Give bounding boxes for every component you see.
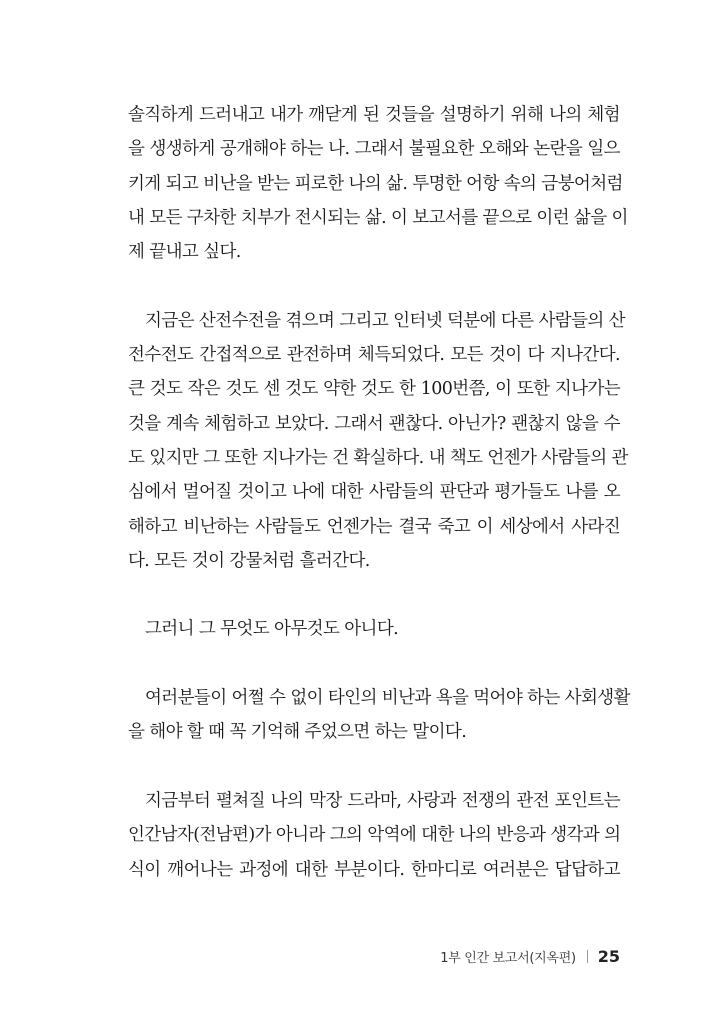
paragraph <box>128 681 630 750</box>
text-line: 전수전도 간접적으로 관전하며 체득되었다. 모든 것이 다 지나간다. <box>128 345 620 366</box>
paragraph-gap <box>128 578 620 612</box>
body-text <box>128 98 630 887</box>
text-line: 솔직하게 드러내고 내가 깨닫게 된 것들을 설명하기 위해 나의 체험 <box>128 105 620 125</box>
text-line: 큰 것도 작은 것도 센 것도 약한 것도 한 100번쯤, 이 또한 지나가는 <box>128 379 620 400</box>
paragraph <box>128 612 620 646</box>
page-number: 25 <box>597 946 620 966</box>
text-line: 다. 모든 것이 강물처럼 흘러간다. <box>128 550 370 571</box>
paragraph-gap <box>128 647 620 681</box>
text-line: 식이 깨어나는 과정에 대한 부분이다. 한마디로 여러분은 답답하고 <box>128 859 620 880</box>
paragraph-gap <box>128 750 620 784</box>
text-line: 해하고 비난하는 사람들도 언젠가는 결국 죽고 이 세상에서 사라진 <box>128 516 620 537</box>
paragraph <box>128 98 628 269</box>
paragraph <box>128 304 628 578</box>
text-line: 도 있지만 그 또한 지나가는 건 확실하다. 내 책도 언젠가 사람들의 관 <box>128 447 628 468</box>
text-line: 을 생생하게 공개해야 하는 나. 그래서 불필요한 오해와 논란을 일으 <box>128 139 620 160</box>
text-line: 여러분들이 어쩔 수 없이 타인의 비난과 욕을 먹어야 하는 사회생활 <box>145 688 630 709</box>
text-line: 심에서 멀어질 것이고 나에 대한 사람들의 판단과 평가들도 나를 오 <box>128 482 620 503</box>
running-head: 1부 인간 보고서(지옥편) <box>440 950 576 966</box>
text-line: 을 해야 할 때 꼭 기억해 주었으면 하는 말이다. <box>128 722 467 743</box>
text-line: 지금부터 펼쳐질 나의 막장 드라마, 사랑과 전쟁의 관전 포인트는 <box>145 790 620 811</box>
text-line: 제 끝내고 싶다. <box>128 242 241 263</box>
text-line: 지금은 산전수전을 겪으며 그리고 인터넷 덕분에 다른 사람들의 산 <box>145 310 625 331</box>
footer-divider <box>587 950 588 963</box>
text-line: 인간남자(전남편)가 아니라 그의 악역에 대한 나의 반응과 생각과 의 <box>128 825 621 846</box>
text-line: 키게 되고 비난을 받는 피로한 나의 삶. 투명한 어항 속의 금붕어처럼 <box>128 173 623 194</box>
text-line: 그러니 그 무엇도 아무것도 아니다. <box>145 619 399 640</box>
paragraph-gap <box>128 269 620 303</box>
text-line: 것을 계속 체험하고 보았다. 그래서 괜찮다. 아닌가? 괜찮지 않을 수 <box>128 413 620 434</box>
page-footer <box>440 944 620 968</box>
text-line: 내 모든 구차한 치부가 전시되는 삶. 이 보고서를 끝으로 이런 삶을 이 <box>128 207 628 228</box>
paragraph <box>128 784 620 887</box>
